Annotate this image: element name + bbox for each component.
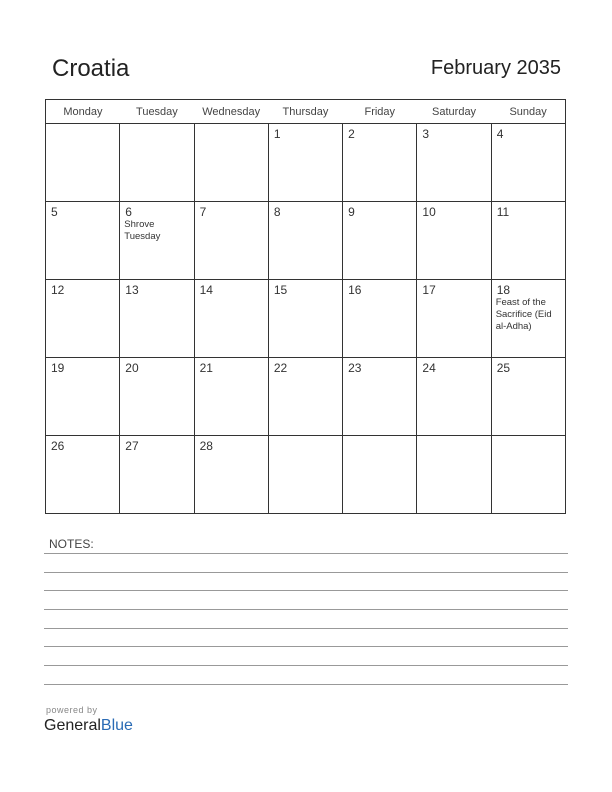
day-number: 19 xyxy=(51,361,65,375)
day-number: 13 xyxy=(125,283,139,297)
note-line xyxy=(44,684,568,685)
note-line xyxy=(44,646,568,647)
calendar-week-row xyxy=(46,358,566,436)
day-number: 16 xyxy=(348,283,362,297)
calendar-day-cell xyxy=(417,202,491,280)
note-line xyxy=(44,590,568,591)
note-line xyxy=(44,628,568,629)
notes-label: NOTES: xyxy=(49,537,94,551)
calendar-day-cell xyxy=(417,280,491,358)
calendar-day-cell xyxy=(46,358,120,436)
calendar-day-cell xyxy=(268,124,342,202)
note-line xyxy=(44,553,568,554)
calendar-day-cell xyxy=(491,358,565,436)
day-number: 25 xyxy=(496,361,511,375)
calendar-day-cell xyxy=(194,280,268,358)
calendar-day-cell xyxy=(491,280,565,358)
calendar-day-cell xyxy=(120,124,194,202)
day-number: 5 xyxy=(51,205,58,219)
calendar-day-cell xyxy=(120,280,194,358)
day-number: 8 xyxy=(273,205,281,219)
day-number: 12 xyxy=(51,283,65,297)
calendar-day-cell xyxy=(46,280,120,358)
day-number: 24 xyxy=(422,361,436,375)
calendar-day-cell xyxy=(120,358,194,436)
day-number: 3 xyxy=(422,127,430,141)
day-number: 28 xyxy=(199,439,213,453)
day-number: 26 xyxy=(51,439,65,453)
weekday-header-row xyxy=(46,100,566,124)
day-number: 11 xyxy=(496,205,510,219)
calendar-day-cell xyxy=(46,436,120,514)
day-number: 18 xyxy=(496,283,511,297)
powered-by-text: powered by xyxy=(46,705,98,715)
day-number: 14 xyxy=(199,283,213,297)
calendar-day-cell xyxy=(194,124,268,202)
calendar-week-row xyxy=(46,280,566,358)
calendar-day-cell xyxy=(343,280,417,358)
calendar-day-cell xyxy=(343,436,417,514)
calendar-day-cell xyxy=(491,202,565,280)
calendar-day-cell xyxy=(343,124,417,202)
calendar-week-row xyxy=(46,436,566,514)
holiday-label: Shrove Tuesday xyxy=(124,219,161,242)
weekday-friday: Friday xyxy=(343,100,417,124)
month-year-title: February 2035 xyxy=(430,57,561,79)
weekday-saturday: Saturday xyxy=(417,100,491,124)
calendar-day-cell xyxy=(417,358,491,436)
day-number: 7 xyxy=(199,205,207,219)
calendar-day-cell xyxy=(417,124,491,202)
calendar-day-cell xyxy=(120,436,194,514)
calendar-day-cell xyxy=(120,202,194,280)
note-line xyxy=(44,609,568,610)
weekday-thursday: Thursday xyxy=(268,100,342,124)
day-number: 2 xyxy=(348,127,355,141)
calendar-day-cell xyxy=(194,436,268,514)
country-title: Croatia xyxy=(52,55,130,82)
calendar-day-cell xyxy=(46,202,120,280)
day-number: 1 xyxy=(273,127,281,141)
note-line xyxy=(44,665,568,666)
day-number: 9 xyxy=(348,205,355,219)
day-number: 6 xyxy=(125,205,132,219)
day-number: 20 xyxy=(125,361,139,375)
calendar-grid xyxy=(45,99,566,514)
calendar-day-cell xyxy=(491,436,565,514)
day-number: 10 xyxy=(422,205,436,219)
calendar-day-cell xyxy=(491,124,565,202)
calendar-day-cell xyxy=(343,202,417,280)
calendar-day-cell xyxy=(46,124,120,202)
brand-logo xyxy=(44,717,133,735)
weekday-tuesday: Tuesday xyxy=(120,100,194,124)
calendar-day-cell xyxy=(194,358,268,436)
day-number: 4 xyxy=(496,127,504,141)
calendar-week-row xyxy=(46,124,566,202)
calendar-day-cell xyxy=(268,358,342,436)
calendar-day-cell xyxy=(268,202,342,280)
calendar-day-cell xyxy=(268,280,342,358)
day-number: 21 xyxy=(199,361,213,375)
holiday-label: Feast of the Sacrifice (Eid al-Adha) xyxy=(495,297,552,332)
calendar-day-cell xyxy=(194,202,268,280)
day-number: 27 xyxy=(125,439,139,453)
calendar-day-cell xyxy=(268,436,342,514)
brand-general: General xyxy=(44,717,101,734)
note-line xyxy=(44,572,568,573)
calendar-day-cell xyxy=(417,436,491,514)
day-number: 15 xyxy=(273,283,288,297)
weekday-monday: Monday xyxy=(46,100,120,124)
calendar-week-row xyxy=(46,202,566,280)
weekday-sunday: Sunday xyxy=(491,100,565,124)
day-number: 22 xyxy=(273,361,288,375)
day-number: 17 xyxy=(422,283,436,297)
day-number: 23 xyxy=(348,361,362,375)
calendar-day-cell xyxy=(343,358,417,436)
weekday-wednesday: Wednesday xyxy=(194,100,268,124)
brand-blue: Blue xyxy=(100,717,133,734)
